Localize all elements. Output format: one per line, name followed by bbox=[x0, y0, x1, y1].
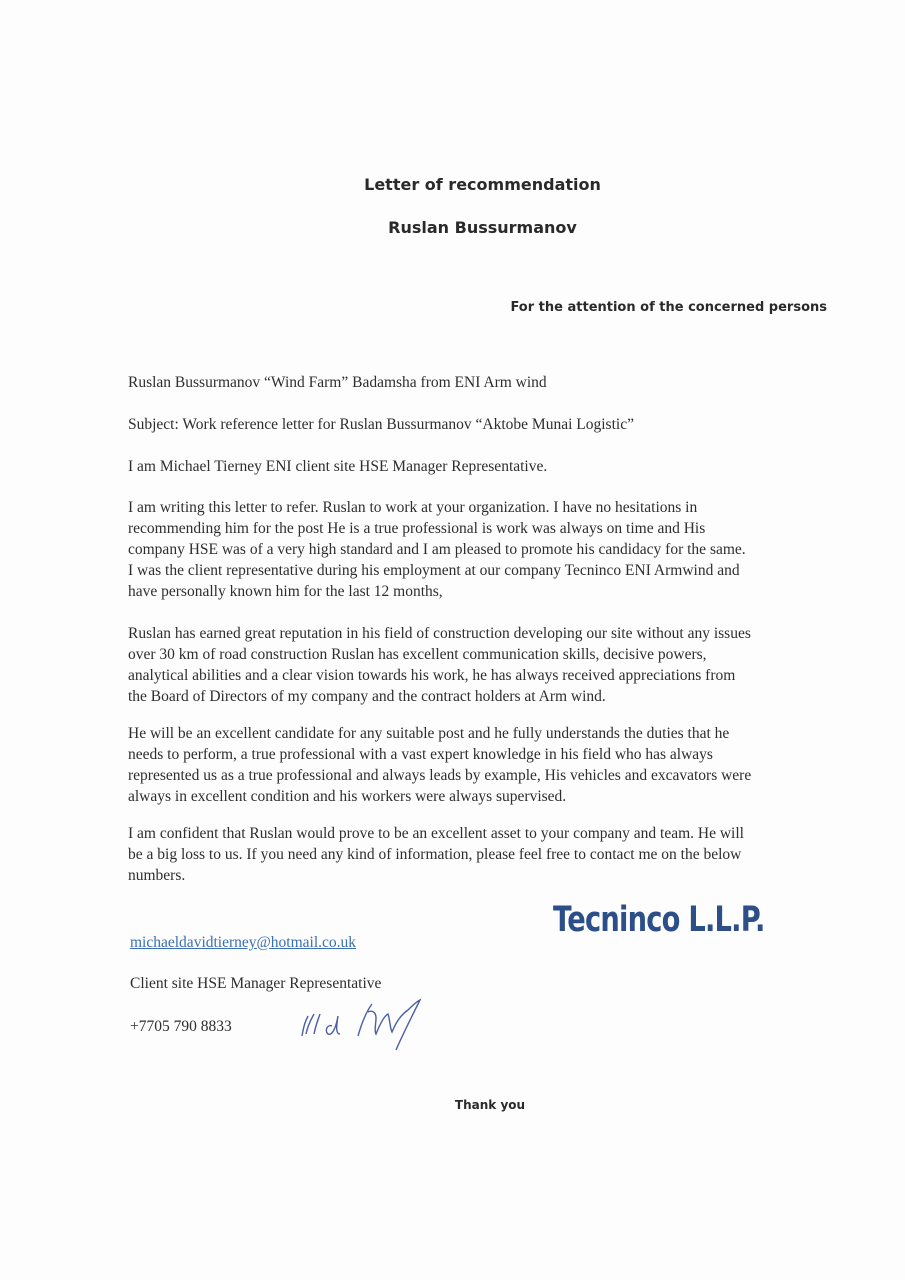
paragraph-reputation bbox=[128, 623, 848, 707]
closing-thanks: Thank you bbox=[454, 1098, 526, 1112]
paragraph-line: always in excellent condition and his workers were always supervised. bbox=[128, 788, 567, 805]
email-link[interactable]: michaeldavidtierney@hotmail.co.uk bbox=[130, 934, 357, 951]
intro-line: I am Michael Tierney ENI client site HSE Manager Representative. bbox=[128, 458, 548, 475]
paragraph-line: Ruslan has earned great reputation in his field of construction developing our site without any issues bbox=[128, 625, 751, 642]
paragraph-line: over 30 km of road construction Ruslan has excellent communication skills, decisive powers, bbox=[128, 646, 707, 663]
paragraph-line: I was the client representative during his employment at our company Tecninco ENI Armwind and bbox=[128, 562, 740, 579]
paragraph-line: I am writing this letter to refer. Ruslan to work at your organization. I have no hesitations in bbox=[128, 499, 698, 516]
paragraph-candidate bbox=[128, 723, 848, 807]
paragraph-referral bbox=[128, 497, 848, 602]
paragraph-line: have personally known him for the last 12 months, bbox=[128, 583, 443, 600]
company-stamp: Tecninco L.L.P. bbox=[553, 900, 765, 940]
paragraph-line: the Board of Directors of my company and the contract holders at Arm wind. bbox=[128, 688, 606, 705]
paragraph-line: analytical abilities and a clear vision towards his work, he has always received appreciations from bbox=[128, 667, 736, 684]
letter-title: Letter of recommendation bbox=[364, 175, 601, 194]
candidate-name: Ruslan Bussurmanov bbox=[388, 218, 577, 237]
paragraph-line: needs to perform, a true professional with a vast expert knowledge in his field who has always bbox=[128, 746, 713, 763]
paragraph-line: be a big loss to us. If you need any kind of information, please feel free to contact me on the below bbox=[128, 846, 742, 863]
attention-line: For the attention of the concerned persons bbox=[510, 300, 827, 315]
paragraph-line: He will be an excellent candidate for any suitable post and he fully understands the duties that he bbox=[128, 725, 730, 742]
paragraph-line: company HSE was of a very high standard and I am pleased to promote his candidacy for the same. bbox=[128, 541, 746, 558]
paragraph-line: I am confident that Ruslan would prove to be an excellent asset to your company and team. He will bbox=[128, 825, 744, 842]
opening-line: Ruslan Bussurmanov “Wind Farm” Badamsha from ENI Arm wind bbox=[128, 374, 547, 391]
paragraph-closing bbox=[128, 823, 848, 886]
paragraph-line: numbers. bbox=[128, 867, 186, 884]
paragraph-line: represented us as a true professional and always leads by example, His vehicles and excavators were bbox=[128, 767, 752, 784]
subject-line: Subject: Work reference letter for Ruslan Bussurmanov “Aktobe Munai Logistic” bbox=[128, 416, 634, 433]
signatory-role: Client site HSE Manager Representative bbox=[130, 975, 382, 992]
paragraph-line: recommending him for the post He is a true professional is work was always on time and His bbox=[128, 520, 706, 537]
handwritten-signature bbox=[292, 994, 442, 1054]
phone-number: +7705 790 8833 bbox=[130, 1018, 232, 1035]
